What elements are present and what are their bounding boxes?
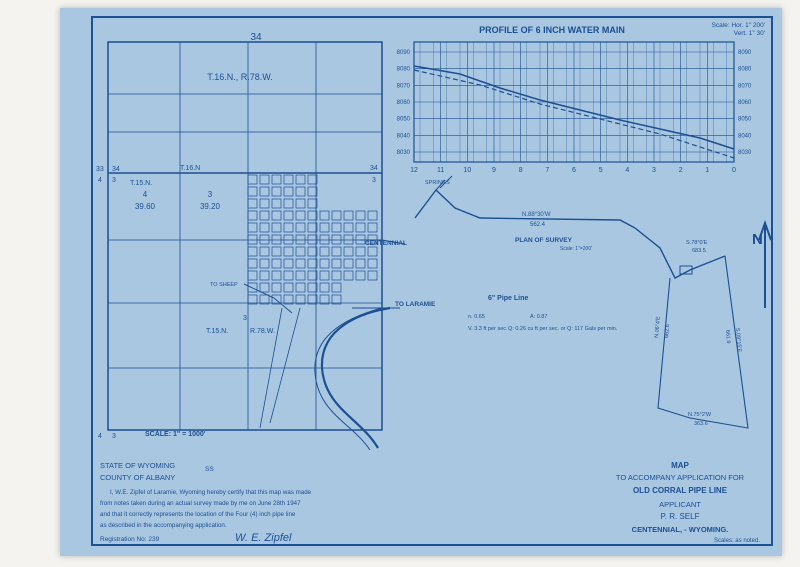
north-arrow-label: N — [752, 231, 763, 248]
label-springs: SPRINGS — [425, 180, 450, 186]
plan-scale: Scale: 1"=200' — [560, 246, 593, 252]
station-label: 1 — [705, 167, 710, 174]
town-block — [284, 259, 293, 268]
town-block — [320, 283, 329, 292]
town-block — [332, 247, 341, 256]
cert-ss: SS — [205, 466, 214, 473]
bearing-1: N.88°30'W — [522, 212, 551, 218]
town-block — [272, 235, 281, 244]
town-block — [320, 223, 329, 232]
title-applicant: APPLICANT — [659, 500, 701, 509]
town-block — [296, 259, 305, 268]
station-label: 4 — [625, 167, 630, 174]
town-block — [248, 235, 257, 244]
town-block — [284, 271, 293, 280]
town-block — [248, 271, 257, 280]
town-block — [368, 223, 377, 232]
blueprint-sheet — [60, 8, 782, 556]
town-block — [332, 235, 341, 244]
town-block — [344, 211, 353, 220]
survey-boundary — [658, 256, 748, 428]
map-canvas — [60, 8, 782, 556]
lot-3-number: 3 — [207, 190, 213, 199]
elevation-label-left: 8050 — [396, 116, 410, 123]
town-block — [272, 199, 281, 208]
station-label: 10 — [463, 167, 472, 174]
town-block — [356, 247, 365, 256]
town-block — [332, 271, 341, 280]
town-block — [272, 175, 281, 184]
town-block — [272, 211, 281, 220]
town-block — [272, 223, 281, 232]
distance-3: 661.9 — [724, 329, 732, 344]
centennial-town-blocks — [248, 175, 377, 304]
title-to-accompany: TO ACCOMPANY APPLICATION FOR — [615, 473, 745, 482]
station-label: 8 — [518, 167, 523, 174]
town-block — [344, 271, 353, 280]
corner-3: 3 — [112, 177, 116, 184]
elevation-label-left: 8090 — [396, 50, 410, 56]
section-3-label: 3 — [243, 315, 247, 322]
town-block — [248, 187, 257, 196]
cert-state: STATE OF WYOMING — [100, 461, 176, 470]
corner-bottom-3: 3 — [112, 433, 116, 440]
label-r78w-lower: R.78.W. — [250, 328, 275, 335]
town-block — [248, 199, 257, 208]
town-block — [260, 247, 269, 256]
town-block — [260, 271, 269, 280]
title-block — [616, 461, 760, 544]
station-label: 5 — [598, 167, 603, 174]
town-block — [332, 211, 341, 220]
elevation-label-right: 8060 — [738, 100, 752, 106]
corner-34: 34 — [112, 166, 120, 173]
corner-right-34: 34 — [370, 165, 378, 172]
title-map: MAP — [671, 461, 689, 470]
town-block — [284, 187, 293, 196]
town-block — [260, 223, 269, 232]
profile-scale-vert: Vert. 1" 30' — [733, 30, 765, 37]
town-block — [368, 247, 377, 256]
road-to-sheep — [244, 284, 292, 313]
station-label: 3 — [652, 167, 656, 174]
north-arrow — [752, 223, 771, 308]
distance-5: 662.6 — [664, 323, 672, 339]
elevation-label-right: 8040 — [738, 133, 752, 140]
town-block — [296, 223, 305, 232]
town-block — [272, 247, 281, 256]
town-block — [272, 283, 281, 292]
corner-bottom-4: 4 — [98, 433, 102, 440]
town-block — [356, 211, 365, 220]
cert-line-3: and that it correctly represents the location of the Four (4) inch pipe line — [100, 511, 296, 518]
town-block — [296, 199, 305, 208]
pipe-v: V. 3.3 ft per sec. — [468, 326, 508, 332]
town-block — [260, 235, 269, 244]
town-block — [284, 283, 293, 292]
cert-line-4: as described in the accompanying application. — [100, 522, 227, 529]
section-number-top: 34 — [250, 32, 262, 43]
town-block — [296, 283, 305, 292]
corner-33: 33 — [96, 166, 104, 173]
town-block — [260, 199, 269, 208]
elevation-label-left: 8030 — [396, 150, 410, 156]
elevation-label-left: 8080 — [396, 66, 410, 73]
town-block — [296, 187, 305, 196]
pipe-line-route — [322, 308, 390, 448]
water-main-profile — [397, 22, 765, 174]
town-block — [320, 247, 329, 256]
station-label: 2 — [678, 167, 683, 174]
title-scales: Scales: as noted. — [713, 538, 760, 544]
town-block — [296, 247, 305, 256]
profile-title: PROFILE OF 6 INCH WATER MAIN — [479, 25, 625, 35]
elevation-label-right: 8030 — [738, 150, 752, 156]
label-centennial: CENTENNIAL — [365, 240, 407, 247]
town-block — [248, 223, 257, 232]
pipe-line-data — [468, 295, 618, 332]
cert-registration: Registration No: 239 — [100, 536, 160, 543]
elevation-label-left: 8070 — [396, 83, 410, 90]
town-block — [296, 271, 305, 280]
township-label-top: T.16.N., R.78.W. — [207, 72, 273, 82]
label-plan-of-survey: PLAN OF SURVEY — [515, 237, 572, 244]
town-block — [356, 223, 365, 232]
town-block — [248, 211, 257, 220]
pipe-n: n. 0.65 — [468, 314, 485, 320]
town-block — [344, 235, 353, 244]
town-block — [284, 235, 293, 244]
town-block — [296, 235, 305, 244]
town-block — [368, 259, 377, 268]
label-t15n-lower: T.15.N. — [206, 328, 229, 335]
town-block — [260, 283, 269, 292]
town-block — [272, 187, 281, 196]
pipe-a: A: 0.87 — [530, 314, 548, 320]
lot-4-number: 4 — [142, 190, 148, 199]
label-to-sheep: TO SHEEP — [210, 282, 238, 288]
town-block — [320, 271, 329, 280]
town-block — [356, 259, 365, 268]
title-applicant-name: P. R. SELF — [660, 512, 700, 521]
elevation-label-right: 8090 — [738, 50, 752, 56]
survey-traverse — [415, 190, 635, 228]
bearing-5: N.06°4'E — [654, 316, 662, 339]
town-block — [260, 211, 269, 220]
town-block — [344, 259, 353, 268]
distance-2: 683.5 — [692, 248, 706, 254]
station-label: 12 — [410, 167, 418, 174]
town-block — [344, 247, 353, 256]
cert-line-2: from notes taken during an actual survey made by me on June 28th 1947 — [100, 500, 301, 507]
town-block — [248, 175, 257, 184]
distance-4: 363.6 — [694, 421, 708, 427]
cert-line-1: I, W.E. Zipfel of Laramie, Wyoming hereby certify that this map was made — [110, 489, 312, 496]
lot-3-acres: 39.20 — [199, 202, 221, 211]
elevation-label-left: 8040 — [396, 133, 410, 140]
town-block — [260, 187, 269, 196]
corner-4: 4 — [98, 177, 102, 184]
town-block — [368, 211, 377, 220]
label-t16n: T.16.N — [180, 165, 201, 172]
profile-scale-hor: Scale: Hor. 1" 200' — [711, 22, 765, 29]
title-project: OLD CORRAL PIPE LINE — [632, 486, 728, 495]
station-label: 11 — [437, 167, 445, 174]
corner-right-3: 3 — [372, 177, 376, 184]
town-block — [284, 247, 293, 256]
town-block — [260, 175, 269, 184]
town-block — [296, 211, 305, 220]
town-block — [284, 223, 293, 232]
plan-of-survey — [415, 176, 748, 428]
station-label: 0 — [732, 167, 736, 174]
town-block — [272, 271, 281, 280]
town-block — [368, 271, 377, 280]
township-scale: SCALE: 1" = 1000' — [145, 431, 206, 438]
certificate — [100, 461, 312, 544]
town-block — [248, 259, 257, 268]
station-label: 7 — [545, 167, 550, 174]
title-location: CENTENNIAL, - WYOMING. — [631, 525, 729, 534]
bearing-4: N.75°2'W — [688, 412, 712, 418]
line-north-2 — [270, 308, 300, 423]
elevation-label-right: 8080 — [738, 66, 752, 73]
town-block — [356, 271, 365, 280]
town-block — [284, 211, 293, 220]
township-map — [96, 32, 436, 450]
town-block — [332, 223, 341, 232]
pipe-q: Q: 0.26 cu ft per sec. or Q: 117 Gals per min. — [508, 326, 618, 332]
town-block — [260, 259, 269, 268]
bearing-2: S.78°0'E — [686, 240, 708, 246]
town-block — [320, 259, 329, 268]
elevation-label-left: 8060 — [396, 100, 410, 106]
pipe-line-title: 6" Pipe Line — [488, 295, 529, 302]
label-t15n: T.15.N. — [130, 180, 153, 187]
town-block — [272, 259, 281, 268]
station-label: 9 — [492, 167, 496, 174]
cert-county: COUNTY OF ALBANY — [100, 473, 176, 482]
elevation-label-right: 8070 — [738, 83, 752, 90]
town-block — [332, 259, 341, 268]
town-block — [284, 175, 293, 184]
cert-signature: W. E. Zipfel — [235, 532, 292, 544]
town-block — [320, 235, 329, 244]
elevation-label-right: 8050 — [738, 116, 752, 123]
town-block — [344, 223, 353, 232]
bearing-3: S.09°15'E — [734, 327, 743, 353]
town-block — [320, 211, 329, 220]
town-block — [296, 175, 305, 184]
profile-grid — [414, 42, 734, 162]
lot-4-acres: 39.60 — [134, 202, 156, 211]
distance-1: 562.4 — [530, 222, 546, 228]
label-to-laramie: TO LARAMIE — [395, 301, 436, 308]
town-block — [284, 199, 293, 208]
town-block — [332, 283, 341, 292]
town-block — [248, 247, 257, 256]
station-label: 6 — [572, 167, 576, 174]
